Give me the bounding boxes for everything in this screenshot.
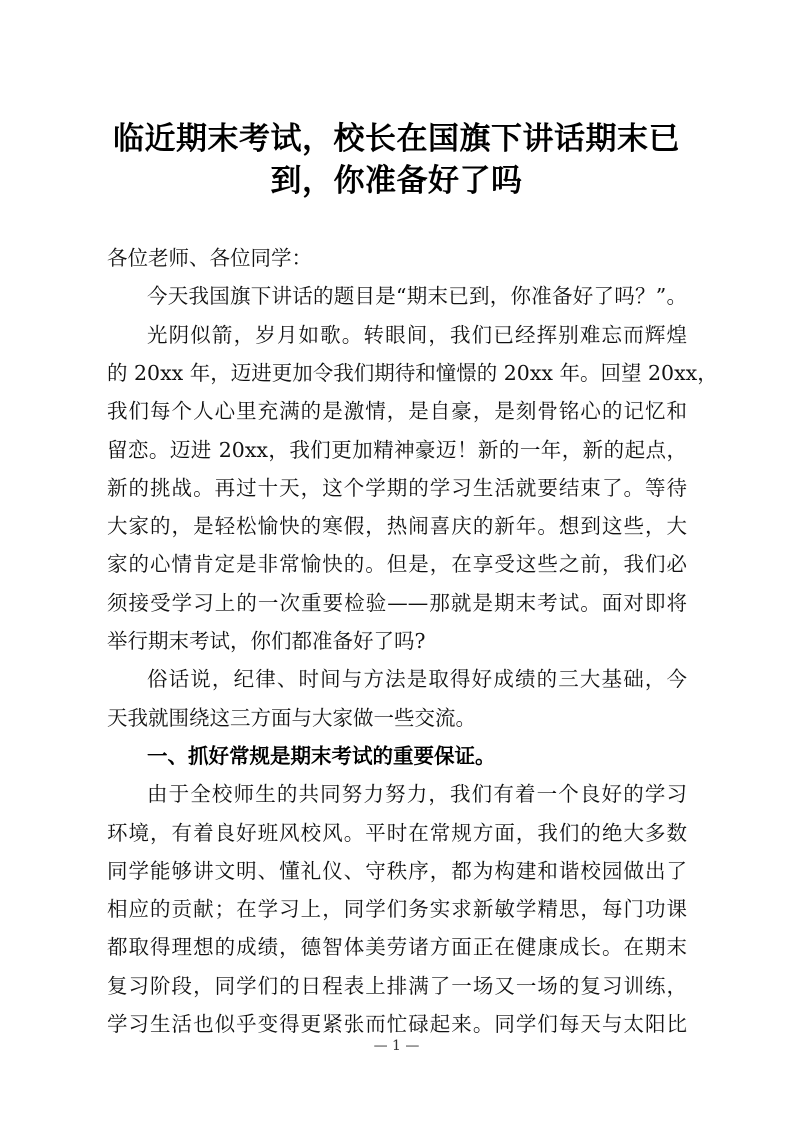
paragraph-line: 留恋。迈进 20xx，我们更加精神豪迈！新的一年，新的起点， [107,437,687,462]
paragraph-line: 新的挑战。再过十天，这个学期的学习生活就要结束了。等待 [107,475,687,500]
page-number: — 1 — [373,1038,420,1054]
paragraph-line: 须接受学习上的一次重要检验——那就是期末考试。面对即将 [107,590,687,615]
paragraph-line: 大家的，是轻松愉快的寒假，热闹喜庆的新年。想到这些，大 [107,514,687,539]
paragraph-line: 举行期末考试，你们都准备好了吗? [107,629,426,653]
paragraph-line: 俗话说，纪律、时间与方法是取得好成绩的三大基础，今 [147,667,687,692]
document-title-line-1: 临近期末考试，校长在国旗下讲话期末已 [113,121,680,157]
paragraph-line: 的 20xx 年，迈进更加令我们期待和憧憬的 20xx 年。回望 20xx， [107,360,718,385]
paragraph-line: 光阴似箭，岁月如歌。转眼间，我们已经挥别难忘而辉煌 [147,322,687,347]
paragraph-line: 我们每个人心里充满的是激情，是自豪，是刻骨铭心的记忆和 [107,399,687,424]
paragraph-line: 各位老师、各位同学： [107,246,312,270]
paragraph-line: 环境，有着良好班风校风。平时在常规方面，我们的绝大多数 [107,820,687,845]
paragraph-line: 都取得理想的成绩，德智体美劳诸方面正在健康成长。在期末 [107,935,687,960]
paragraph-line: 家的心情肯定是非常愉快的。但是，在享受这些之前，我们必 [107,552,687,577]
section-heading: 一、抓好常规是期末考试的重要保证。 [147,743,496,768]
paragraph-line: 复习阶段，同学们的日程表上排满了一场又一场的复习训练， [107,973,687,998]
paragraph-line: 学习生活也似乎变得更紧张而忙碌起来。同学们每天与太阳比 [107,1012,687,1036]
document-title-line-2: 到，你准备好了吗 [270,163,523,199]
paragraph-line: 今天我国旗下讲话的题目是“期末已到，你准备好了吗？”。 [147,284,687,309]
paragraph-line: 同学能够讲文明、懂礼仪、守秩序，都为构建和谐校园做出了 [107,858,687,883]
paragraph-line: 相应的贡献；在学习上，同学们务实求新敏学精思，每门功课 [107,897,687,922]
paragraph-line: 天我就围绕这三方面与大家做一些交流。 [107,705,476,730]
paragraph-line: 由于全校师生的共同努力努力，我们有着一个良好的学习 [147,782,687,807]
